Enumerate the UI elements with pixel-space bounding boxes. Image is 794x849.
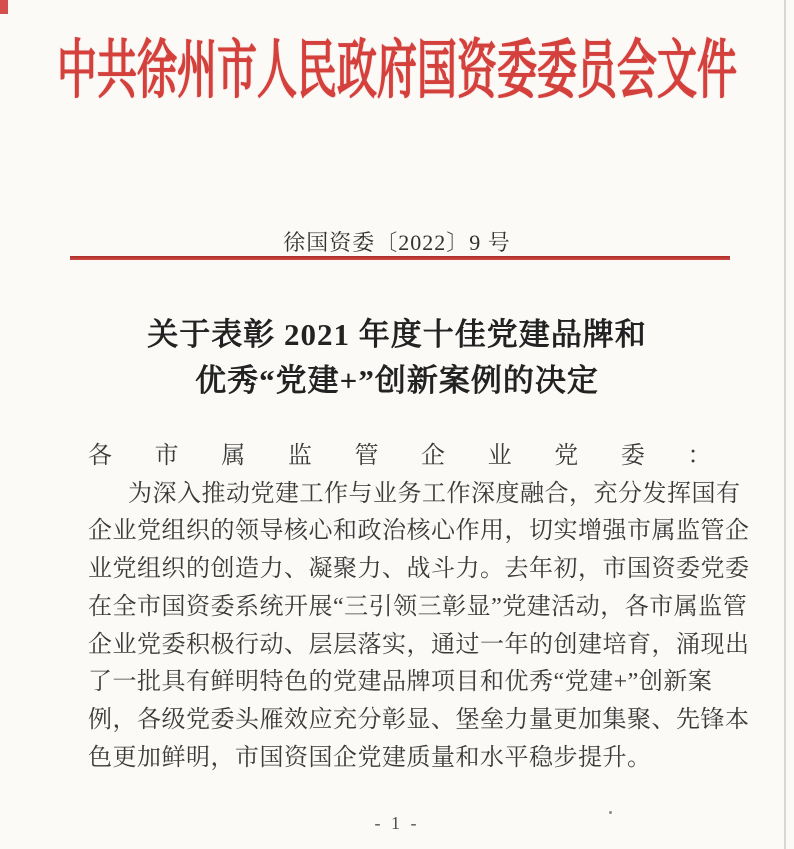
document-reference-number: 徐国资委〔2022〕9 号 (283, 230, 511, 255)
scan-edge-line (784, 0, 786, 849)
scan-corner-artifact (0, 0, 8, 14)
red-letterhead-title: 中共徐州市人民政府国资委委员会文件 (57, 34, 737, 107)
page-number: - 1 - (374, 813, 420, 833)
body-line: 了一批具有鲜明特色的党建品牌项目和优秀“党建+”创新案 (88, 669, 713, 696)
body-line: 为深入推动党建工作与业务工作深度融合，充分发挥国有 (128, 480, 741, 507)
document-title (0, 312, 794, 404)
body-line: 例，各级党委头雁效应充分彰显、堡垒力量更加集聚、先锋本 (88, 706, 750, 733)
document-body (88, 438, 750, 777)
document-title-line2: 优秀“党建+”创新案例的决定 (195, 363, 599, 398)
body-line: 在全市国资委系统开展“三引领三彰显”党建活动，各市属监管 (88, 593, 748, 620)
document-title-line1: 关于表彰 2021 年度十佳党建品牌和 (147, 317, 647, 352)
body-line: 色更加鲜明，市国资国企党建质量和水平稳步提升。 (88, 744, 652, 771)
red-divider-line (70, 256, 730, 260)
body-line: 企业党组织的领导核心和政治核心作用，切实增强市属监管企 (88, 518, 750, 545)
body-line: 企业党委积极行动、层层落实，通过一年的创建培育，涌现出 (88, 631, 750, 658)
body-line: 业党组织的创造力、凝聚力、战斗力。去年初，市国资委党委 (88, 556, 750, 583)
salutation-line: 各市属监管企业党委： (88, 443, 712, 469)
